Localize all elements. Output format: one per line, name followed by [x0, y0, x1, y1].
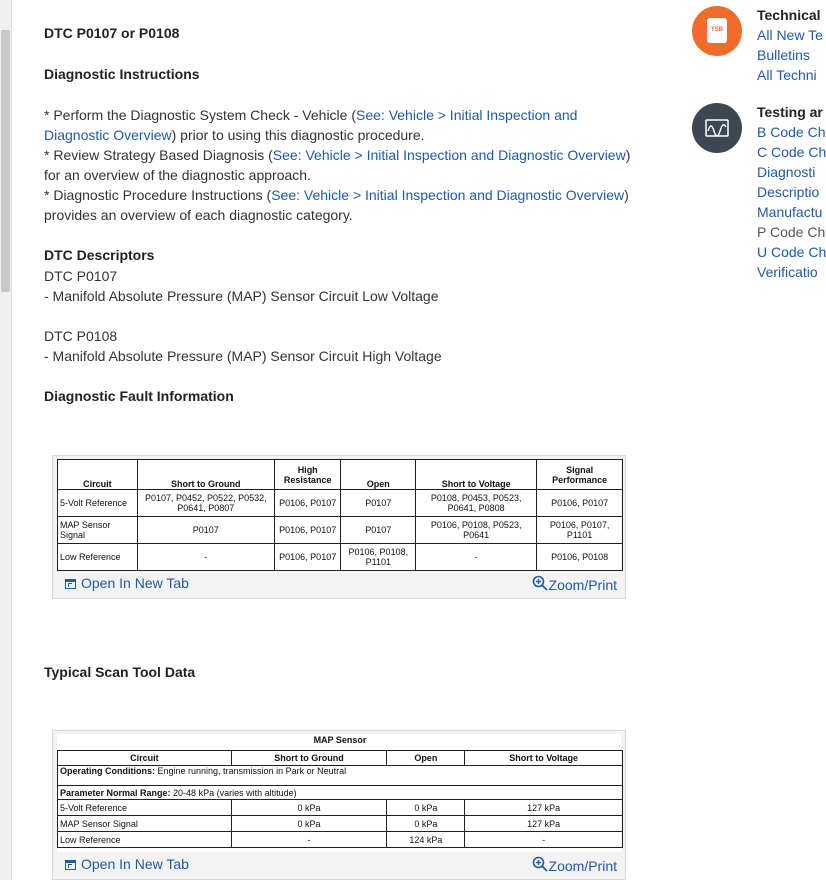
table-row: Low Reference - P0106, P0107 P0106, P0108, P1101 - P0106, P0108: [58, 544, 623, 571]
scan-table-header: Circuit Short to Ground Open Short to Voltage: [58, 751, 623, 766]
bullet-1-link-cont[interactable]: Diagnostic Overview: [44, 127, 172, 143]
dtc1-description: - Manifold Absolute Pressure (MAP) Sensor Circuit Low Voltage: [44, 288, 439, 304]
bullet-1: * Perform the Diagnostic System Check - Vehicle (See: Vehicle > Initial Inspection and: [44, 107, 578, 123]
th-open: Open: [341, 460, 416, 490]
open-new-tab-icon: [65, 579, 76, 589]
operating-conditions-row: Operating Conditions: Engine running, transmission in Park or Neutral: [58, 766, 623, 786]
bullet-3-link[interactable]: See: Vehicle > Initial Inspection and Diagnostic Overview: [271, 187, 625, 203]
sidebar-link-verification[interactable]: Verificatio: [757, 264, 818, 280]
normal-range-row: Parameter Normal Range: 20-48 kPa (varies with altitude): [58, 786, 623, 800]
bullet-1-link[interactable]: See: Vehicle > Initial Inspection and: [356, 107, 578, 123]
sidebar-link-all-new-tsb[interactable]: All New Te: [757, 27, 823, 43]
sidebar-link-b-code[interactable]: B Code Ch: [757, 124, 826, 140]
scan-tool-figure: [52, 730, 626, 880]
dtc2-code: DTC P0108: [44, 328, 118, 344]
left-scrollbar-thumb[interactable]: [1, 30, 10, 292]
bullet-3: * Diagnostic Procedure Instructions (See: Vehicle > Initial Inspection and Diagnostic Overview): [44, 187, 629, 203]
sidebar-link-description[interactable]: Descriptio: [757, 184, 820, 200]
scan-table: [57, 750, 623, 848]
document-icon: TSB: [707, 18, 727, 43]
sidebar-item-p-code: P Code Ch: [757, 224, 826, 240]
open-new-tab-icon: [65, 860, 76, 870]
sidebar-link-diagnostic[interactable]: Diagnosti: [757, 164, 816, 180]
sidebar-link-bulletins[interactable]: Bulletins: [757, 47, 810, 63]
open-new-tab-link[interactable]: Open In New Tab: [65, 575, 189, 591]
dtc-descriptors-heading: DTC Descriptors: [44, 247, 155, 263]
sidebar-link-c-code[interactable]: C Code Ch: [757, 144, 826, 160]
scan-figure-actions: [65, 856, 617, 876]
dtc1-code: DTC P0107: [44, 268, 118, 284]
th-circuit: Circuit: [58, 460, 138, 490]
scan-tool-heading: Typical Scan Tool Data: [44, 664, 196, 680]
dtc2-description: - Manifold Absolute Pressure (MAP) Sensor Circuit High Voltage: [44, 348, 442, 364]
page-title: DTC P0107 or P0108: [44, 25, 180, 41]
oscilloscope-glyph: [692, 103, 742, 153]
bullet-3-line2: provides an overview of each diagnostic category.: [44, 207, 353, 223]
th-short-voltage: Short to Voltage: [416, 460, 537, 490]
bullet-1-line2: Diagnostic Overview) prior to using this diagnostic procedure.: [44, 127, 425, 143]
th-signal-performance: Signal Performance: [537, 460, 623, 490]
sidebar-link-manufacturer[interactable]: Manufactu: [757, 204, 823, 220]
left-scrollbar[interactable]: [0, 0, 12, 880]
tsb-icon[interactable]: [692, 6, 742, 56]
table-row: 5-Volt Reference 0 kPa 0 kPa 127 kPa: [58, 800, 623, 816]
th-high-resistance: High Resistance: [274, 460, 341, 490]
fault-info-heading: Diagnostic Fault Information: [44, 388, 234, 404]
open-new-tab-link[interactable]: Open In New Tab: [65, 856, 189, 872]
table-row: MAP Sensor Signal 0 kPa 0 kPa 127 kPa: [58, 816, 623, 832]
table-row: Low Reference - 124 kPa -: [58, 832, 623, 848]
fault-table-header: [58, 460, 623, 490]
tsb-section-title: Technical: [757, 7, 821, 23]
zoom-in-icon: [532, 575, 548, 591]
bullet-2: * Review Strategy Based Diagnosis (See: Vehicle > Initial Inspection and Diagnostic Overview): [44, 147, 631, 163]
bullet-2-link[interactable]: See: Vehicle > Initial Inspection and Diagnostic Overview: [272, 147, 626, 163]
sidebar-link-u-code[interactable]: U Code Ch: [757, 244, 826, 260]
testing-section-title: Testing ar: [757, 104, 823, 120]
fault-info-figure: [52, 455, 626, 599]
bullet-2-line2: for an overview of the diagnostic approach.: [44, 167, 311, 183]
th-short-ground: Short to Ground: [137, 460, 274, 490]
zoom-print-link[interactable]: Zoom/Print: [532, 575, 617, 593]
zoom-print-link[interactable]: Zoom/Print: [532, 856, 617, 874]
fault-figure-actions: [65, 575, 617, 595]
sidebar-link-all-technical[interactable]: All Techni: [757, 67, 817, 83]
scan-table-title: MAP Sensor: [313, 735, 367, 745]
waveform-icon[interactable]: [692, 103, 742, 153]
table-row: 5-Volt Reference P0107, P0452, P0522, P0532, P0641, P0807 P0106, P0107 P0107 P0108, P0453, P0523, P0641, P0808 P0106, P0107: [58, 490, 623, 517]
table-row: MAP Sensor Signal P0107 P0106, P0107 P0107 P0106, P0108, P0523, P0641 P0106, P0107, P1101: [58, 517, 623, 544]
fault-table: [57, 459, 623, 571]
diagnostic-instructions-heading: Diagnostic Instructions: [44, 66, 200, 82]
zoom-in-icon: [532, 856, 548, 872]
